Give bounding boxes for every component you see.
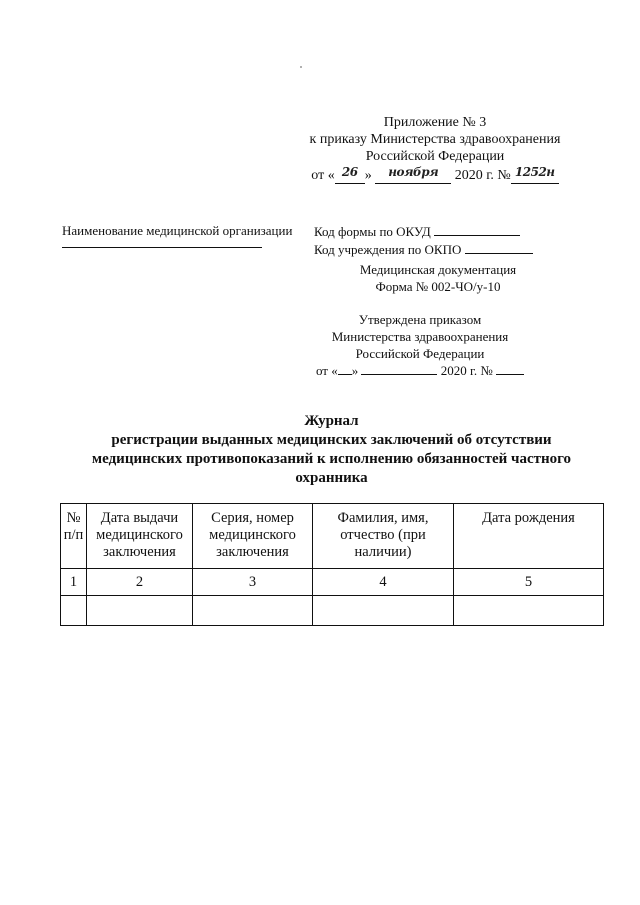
form-codes xyxy=(314,222,574,258)
column-number-cell: 5 xyxy=(454,569,604,596)
journal-title-line4: охранника xyxy=(295,470,368,486)
journal-title-line1: Журнал xyxy=(304,413,359,429)
handwritten-number: 1252н xyxy=(514,165,555,179)
org-name-blank xyxy=(62,247,262,248)
header-cell-number: № п/п xyxy=(61,504,87,569)
journal-title-line3: медицинских противопоказаний к исполнению обязанностей частного xyxy=(91,451,572,467)
table-cell xyxy=(61,596,87,626)
appendix-header xyxy=(300,114,570,184)
column-number-cell: 2 xyxy=(87,569,193,596)
scan-speck xyxy=(300,66,302,68)
journal-table xyxy=(60,503,604,626)
header-cell-birth-date: Дата рождения xyxy=(454,504,604,569)
org-name-label: Наименование медицинской организации xyxy=(62,223,293,238)
date-prefix: от « xyxy=(311,168,335,183)
okud-line xyxy=(314,222,574,240)
column-number-cell: 4 xyxy=(313,569,454,596)
okud-label: Код формы по ОКУД xyxy=(314,224,431,239)
approval-date-line xyxy=(300,362,540,379)
date-mid: » xyxy=(364,168,372,183)
approval-line3: Российской Федерации xyxy=(355,346,485,361)
approval-line2: Министерства здравоохранения xyxy=(331,329,509,344)
table-cell xyxy=(454,596,604,626)
approval-date-prefix: от « xyxy=(315,363,338,378)
header-cell-issue-date: Дата выдачи медицинского заключения xyxy=(87,504,193,569)
doc-type: Медицинская документация xyxy=(359,262,517,277)
handwritten-day: 26 xyxy=(341,165,358,179)
table-header-row xyxy=(61,504,604,569)
column-number-cell: 3 xyxy=(193,569,313,596)
header-cell-series-number: Серия, номер медицинского заключения xyxy=(193,504,313,569)
journal-title xyxy=(60,412,603,488)
approval-year-text: 2020 г. № xyxy=(440,363,493,378)
approval-date-mid: » xyxy=(351,363,359,378)
table-numbering-row xyxy=(61,569,604,596)
approval-line1: Утверждена приказом xyxy=(358,312,482,327)
appendix-federation-line: Российской Федерации xyxy=(365,149,505,164)
okpo-label: Код учреждения по ОКПО xyxy=(314,242,462,257)
okud-blank xyxy=(434,222,520,236)
header-cell-full-name: Фамилия, имя, отчество (при наличии) xyxy=(313,504,454,569)
appendix-date-line xyxy=(300,167,570,184)
column-number-cell: 1 xyxy=(61,569,87,596)
approval-block xyxy=(300,311,540,379)
journal-title-line2: регистрации выданных медицинских заключений об отсутствии xyxy=(111,432,552,448)
table-cell xyxy=(193,596,313,626)
table-cell xyxy=(87,596,193,626)
year-text: 2020 г. № xyxy=(454,168,511,183)
okpo-line xyxy=(314,240,574,258)
table-row xyxy=(61,596,604,626)
form-number: Форма № 002-ЧО/у-10 xyxy=(375,279,501,294)
medical-documentation xyxy=(318,261,558,295)
appendix-order-line: к приказу Министерства здравоохранения xyxy=(309,132,561,147)
handwritten-month: ноября xyxy=(388,165,439,179)
okpo-blank xyxy=(465,240,533,254)
appendix-title: Приложение № 3 xyxy=(383,115,487,130)
table-cell xyxy=(313,596,454,626)
org-name-block xyxy=(62,222,302,248)
